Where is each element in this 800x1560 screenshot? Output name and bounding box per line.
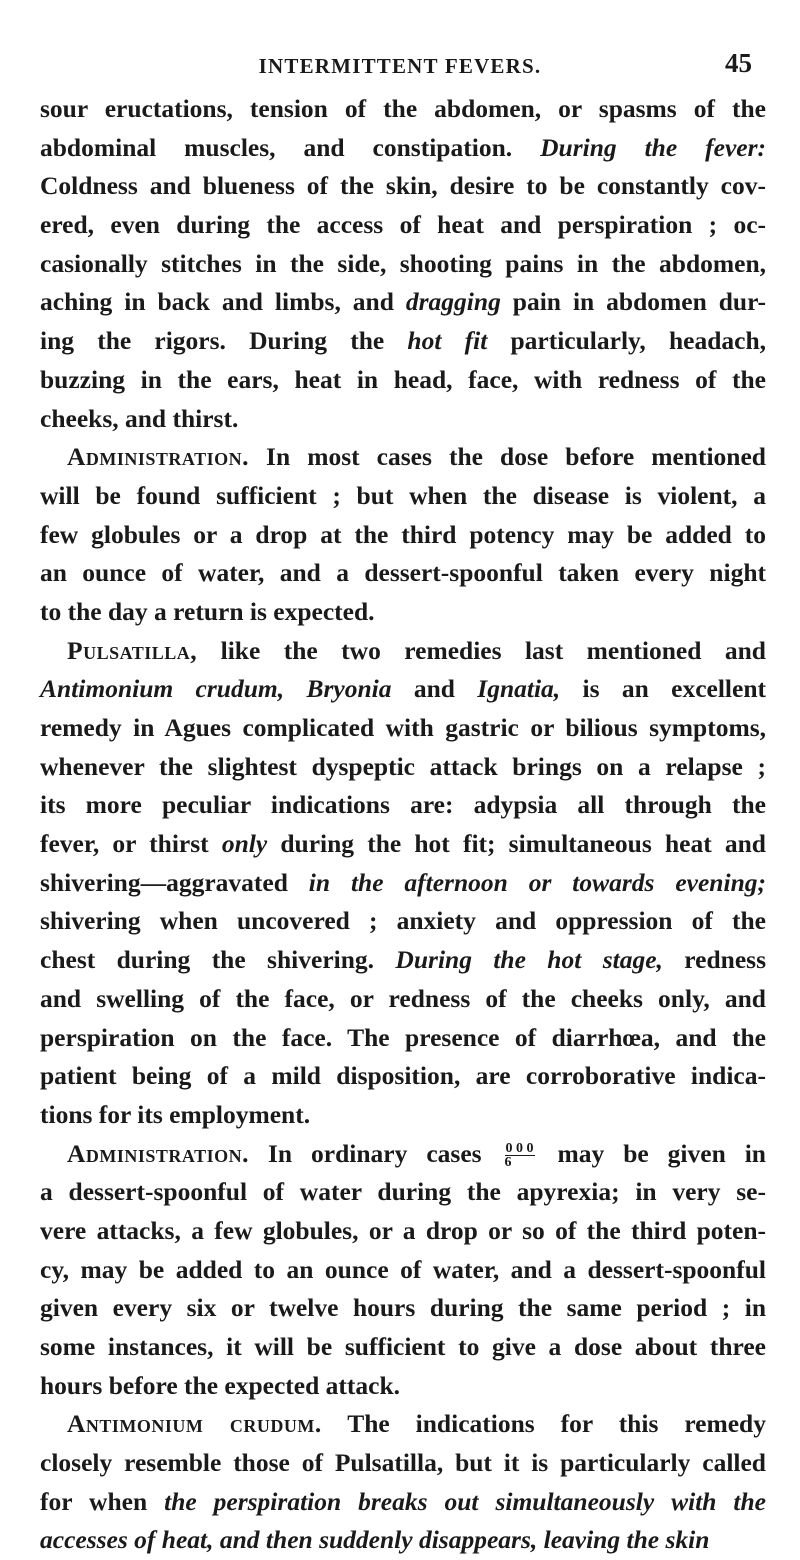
text-line xyxy=(40,322,766,361)
italic-run: in the afternoon or towards evening; xyxy=(308,867,767,897)
text-run: vere attacks, a few globules, or a drop or so of the third poten- xyxy=(40,1215,766,1245)
text-line xyxy=(40,1367,766,1406)
text-line xyxy=(40,361,766,400)
text-line xyxy=(40,864,766,903)
text-line xyxy=(40,941,766,980)
text-line xyxy=(40,1135,766,1174)
text-run: to the day a return is expected. xyxy=(40,596,375,626)
text-line xyxy=(40,283,766,322)
text-line xyxy=(40,438,766,477)
text-run: pain in abdomen dur- xyxy=(500,287,766,317)
text-run: and xyxy=(391,674,478,704)
italic-run: the perspiration breaks out simultaneously with the xyxy=(164,1486,766,1516)
text-run: remedy in Agues complicated with gastric or bilious symptoms, xyxy=(40,713,766,742)
italic-run: dragging xyxy=(405,287,501,317)
text-line xyxy=(40,129,766,168)
text-run: some instances, it will be sufficient to give a dose about three xyxy=(40,1332,766,1361)
text-run: chest during the shivering. xyxy=(40,945,396,975)
text-run: In most cases the dose before mentioned xyxy=(248,442,766,472)
text-line xyxy=(40,980,766,1019)
text-line xyxy=(40,1057,766,1096)
text-line xyxy=(40,1173,766,1212)
text-line xyxy=(40,90,766,129)
text-run: is an excellent xyxy=(560,674,766,704)
italic-run: hot fit xyxy=(407,326,488,356)
text-line xyxy=(40,1212,766,1251)
text-run: In ordinary cases xyxy=(248,1138,501,1168)
text-line xyxy=(40,477,766,516)
text-line xyxy=(40,1019,766,1058)
text-line xyxy=(40,1405,766,1444)
text-line xyxy=(40,400,766,439)
italic-run: only xyxy=(221,829,268,859)
text-line xyxy=(40,748,766,787)
text-run: fever, or thirst xyxy=(40,829,222,859)
text-line xyxy=(40,1096,766,1135)
small-caps-heading: Pulsatilla, xyxy=(67,635,198,665)
text-run: hours before the expected attack. xyxy=(40,1370,401,1400)
text-run: whenever the slightest dyspeptic attack brings on a relapse ; xyxy=(40,751,766,781)
text-run: abdominal muscles, and constipation. xyxy=(40,132,541,162)
text-line xyxy=(40,709,766,748)
text-run: ered, even during the access of heat and perspiration ; oc- xyxy=(40,210,766,240)
text-line xyxy=(40,593,766,632)
text-run: a dessert-spoonful of water during the apyrexia; in very se- xyxy=(40,1177,766,1207)
italic-run: accesses of heat, and then suddenly disappears, leaving the skin xyxy=(40,1525,710,1555)
body-text xyxy=(40,90,766,1560)
text-line xyxy=(40,1521,766,1560)
text-run: given every six or twelve hours during the same period ; in xyxy=(40,1293,766,1323)
italic-run: Antimonium crudum, Bryonia xyxy=(40,674,392,704)
text-run: cheeks, and thirst. xyxy=(40,403,239,433)
text-run: will be found sufficient ; but when the disease is violent, a xyxy=(40,480,766,510)
text-line xyxy=(40,1251,766,1290)
text-line xyxy=(40,1444,766,1483)
text-run: its more peculiar indications are: adypsia all through the xyxy=(40,790,766,820)
text-run: ing the rigors. During the xyxy=(40,326,408,356)
text-run: like the two remedies last mentioned and xyxy=(197,635,766,665)
text-run: The indications for this remedy xyxy=(321,1409,766,1439)
text-run: patient being of a mild disposition, are corroborative indica- xyxy=(40,1061,766,1091)
text-run: closely resemble those of Pulsatilla, but it is particularly called xyxy=(40,1448,766,1478)
text-line xyxy=(40,516,766,555)
text-run: Coldness and blueness of the skin, desire to be constantly cov- xyxy=(40,171,766,201)
text-run: shivering—aggravated xyxy=(40,867,309,897)
text-run: aching in back and limbs, and xyxy=(40,287,406,317)
text-line xyxy=(40,554,766,593)
page-header xyxy=(0,48,800,90)
text-run: during the hot fit; simultaneous heat and xyxy=(267,829,766,859)
text-run: shivering when uncovered ; anxiety and oppression of the xyxy=(40,906,766,936)
text-line xyxy=(40,245,766,284)
text-run: an ounce of water, and a dessert-spoonful taken every night xyxy=(40,558,766,588)
italic-run: During the hot stage, xyxy=(395,945,663,975)
running-title: INTERMITTENT FEVERS. xyxy=(258,54,542,78)
text-line xyxy=(40,1483,766,1522)
text-run: few globules or a drop at the third potency may be added to xyxy=(40,519,766,549)
text-line xyxy=(40,825,766,864)
text-line xyxy=(40,670,766,709)
italic-run: During the fever: xyxy=(540,132,766,162)
page-number: 45 xyxy=(725,48,752,78)
text-line xyxy=(40,786,766,825)
text-run: perspiration on the face. The presence of diarrhœa, and the xyxy=(40,1022,766,1052)
fraction-numerator: 0 0 0 xyxy=(505,1141,534,1157)
small-caps-heading: Administration. xyxy=(67,1138,249,1168)
text-run: and swelling of the face, or redness of the cheeks only, and xyxy=(40,983,766,1013)
text-run: casionally stitches in the side, shooting pains in the abdomen, xyxy=(40,248,766,278)
text-run: for when xyxy=(40,1486,165,1516)
text-run: cy, may be added to an ounce of water, and a dessert-spoonful xyxy=(40,1254,766,1284)
text-line xyxy=(40,632,766,671)
text-run: buzzing in the ears, heat in head, face, with redness of the xyxy=(40,364,766,394)
text-run: may be given in xyxy=(538,1138,766,1168)
text-run: particularly, headach, xyxy=(487,326,766,356)
small-caps-heading: Antimonium crudum. xyxy=(67,1409,322,1439)
text-line xyxy=(40,1289,766,1328)
italic-run: Ignatia, xyxy=(477,674,561,704)
text-line xyxy=(40,206,766,245)
text-line xyxy=(40,902,766,941)
text-run: tions for its employment. xyxy=(40,1099,311,1129)
text-run: sour eructations, tension of the abdomen, or spasms of the xyxy=(40,94,766,123)
dilution-fraction xyxy=(505,1142,535,1169)
text-run: redness xyxy=(662,945,766,975)
small-caps-heading: Administration. xyxy=(67,442,249,472)
text-line xyxy=(40,1328,766,1367)
fraction-denominator: 6 xyxy=(504,1155,512,1171)
text-line xyxy=(40,167,766,206)
